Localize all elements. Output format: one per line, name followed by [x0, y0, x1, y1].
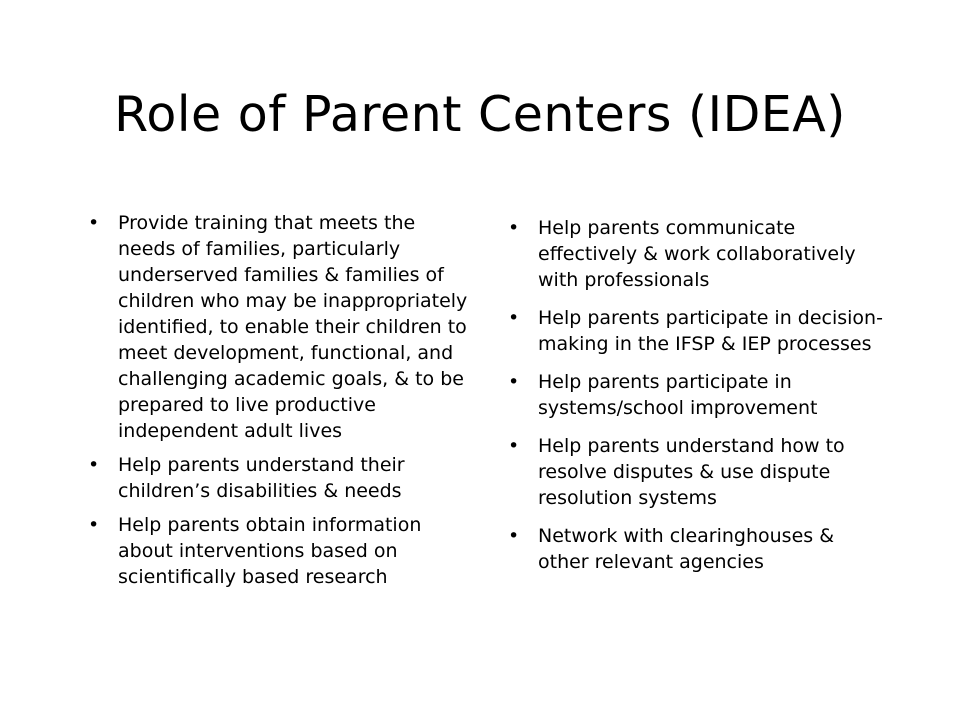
list-item [508, 305, 888, 357]
bullet-icon: • [88, 454, 100, 476]
bullet-icon: • [508, 525, 520, 547]
list-item-text: Help parents understand their children’s disabilities & needs [118, 454, 405, 502]
bullet-icon: • [508, 217, 520, 239]
list-item [508, 215, 888, 293]
list-item [508, 523, 888, 575]
bullet-icon: • [508, 307, 520, 329]
list-item [508, 369, 888, 421]
list-item-text: Help parents understand how to resolve disputes & use dispute resolution systems [538, 435, 845, 509]
bullet-icon: • [508, 435, 520, 457]
list-item-text: Help parents obtain information about interventions based on scientifically based research [118, 514, 422, 588]
list-item [88, 512, 468, 590]
list-item-text: Help parents communicate effectively & work collaboratively with professionals [538, 217, 856, 291]
list-item-text: Help parents participate in decision-making in the IFSP & IEP processes [538, 307, 883, 355]
list-item [88, 210, 468, 444]
list-item-text: Help parents participate in systems/school improvement [538, 371, 818, 419]
list-item [508, 433, 888, 511]
bullet-icon: • [88, 212, 100, 234]
bullet-icon: • [88, 514, 100, 536]
right-bullet-list [508, 215, 888, 587]
slide-title: Role of Parent Centers (IDEA) [114, 86, 846, 143]
list-item-text: Provide training that meets the needs of families, particularly underserved families & families of children who may be inappropriately identified, to enable their children to meet development, functional, and challenging academic goals, & to be prepared to live productive independent adult lives [118, 212, 468, 442]
list-item-text: Network with clearinghouses & other relevant agencies [538, 525, 835, 573]
left-bullet-list [88, 210, 468, 598]
bullet-icon: • [508, 371, 520, 393]
list-item [88, 452, 468, 504]
